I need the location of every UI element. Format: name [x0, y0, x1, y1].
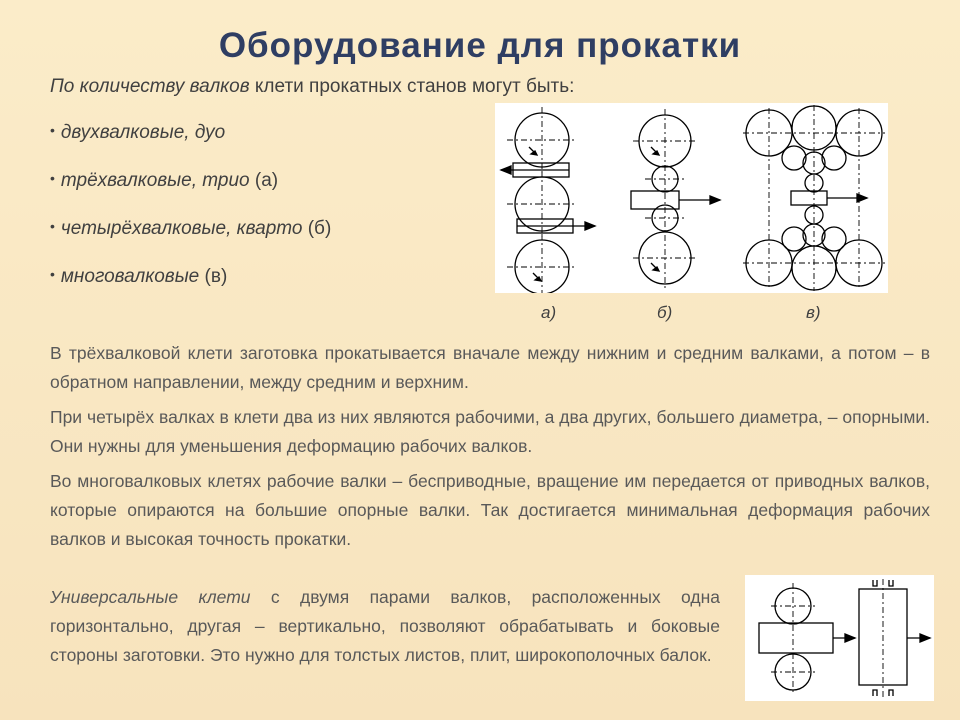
stand-type-list — [50, 122, 331, 314]
three-high-stand-drawing — [501, 107, 595, 293]
page-title: Оборудование для прокатки — [218, 26, 742, 65]
list-item-italic: четырёхвалковые, кварто — [60, 218, 303, 239]
list-item-italic: двухвалковые, дуо — [60, 122, 226, 143]
list-item — [50, 218, 331, 266]
intro-italic: По количеству валков — [50, 76, 250, 97]
list-item-italic: трёхвалковые, трио — [60, 170, 250, 191]
bullet-icon: • — [50, 266, 55, 282]
paragraph-universal — [50, 583, 720, 670]
roll-stands-figure — [495, 103, 888, 293]
list-item — [50, 266, 331, 314]
list-item-rest: (б) — [302, 218, 332, 239]
paragraph-three-high: В трёхвалковой клети заготовка прокатывается вначале между нижним и средним валками, а потом – в обратном направлении, между средним и верхним. — [50, 343, 930, 392]
list-item — [50, 122, 331, 170]
figure-label-a: а) — [541, 303, 557, 322]
intro-text — [50, 76, 574, 98]
bullet-icon: • — [50, 170, 55, 186]
four-high-stand-drawing — [631, 109, 720, 291]
intro-rest: клети прокатных станов могут быть: — [249, 76, 575, 97]
figure-label-v: в) — [806, 303, 821, 322]
list-item-rest: (а) — [249, 170, 279, 191]
list-item — [50, 170, 331, 218]
list-item-rest: (в) — [199, 266, 228, 287]
universal-italic: Универсальные клети — [50, 587, 251, 607]
list-item-italic: многовалковые — [60, 266, 200, 287]
universal-rest: с двумя парами валков, расположенных одна горизонтально, другая – вертикально, позволяют обрабатывать и боковые стороны заготовки. Это нужно для толстых листов, плит, широкополочных балок. — [50, 587, 720, 665]
paragraph-four-high: При четырёх валках в клети два из них являются рабочими, а два других, большего диаметра, – опорными. Они нужны для уменьшения деформацию рабочих валков. — [50, 407, 930, 456]
universal-stand-figure — [745, 575, 934, 701]
paragraph-multi-roll: Во многовалковых клетях рабочие валки – бесприводные, вращение им передается от приводных валков, которые опираются на большие опорные валки. Так достигается минимальная деформация рабочих валков и высокая точность прокатки. — [50, 471, 930, 549]
bullet-icon: • — [50, 122, 55, 138]
figure-label-b: б) — [657, 303, 673, 322]
bullet-icon: • — [50, 218, 55, 234]
multi-roll-stand-drawing — [743, 105, 885, 291]
